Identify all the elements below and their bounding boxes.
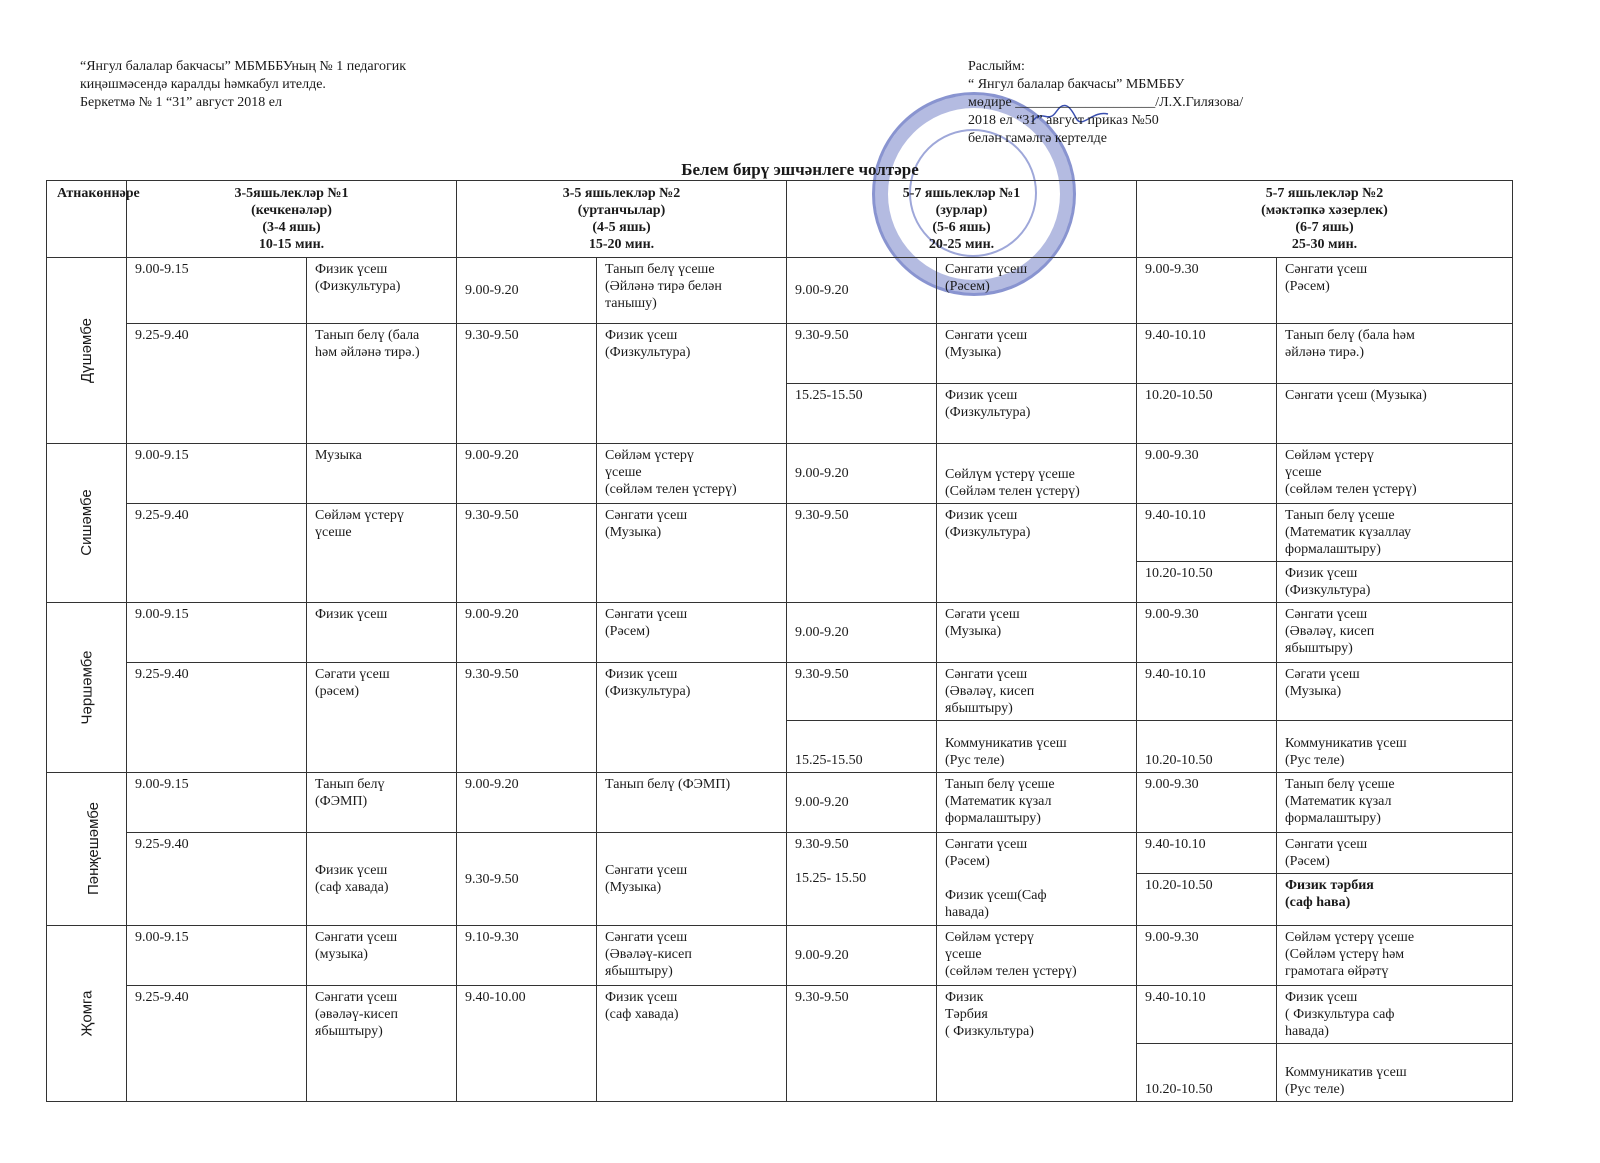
activity-cell: Сәгати үсеш (Музыка) bbox=[1277, 663, 1513, 721]
table-row bbox=[47, 603, 1513, 663]
schedule-table bbox=[46, 180, 1513, 1102]
activity-cell: Сәнгати үсеш (Рәсем) bbox=[937, 258, 1137, 324]
table-row bbox=[47, 926, 1513, 986]
day-tuesday: Сишәмбе bbox=[47, 444, 127, 603]
activity-cell: Сәнгати үсеш (Музыка) bbox=[597, 504, 787, 603]
time-cell: 9.00-9.20 bbox=[457, 258, 597, 324]
time-cell: 9.40-10.10 bbox=[1137, 986, 1277, 1044]
time-cell: 9.25-9.40 bbox=[127, 833, 307, 926]
time-cell: 9.10-9.30 bbox=[457, 926, 597, 986]
activity-cell: Сөйләм үстерү үсеше (сөйләм телен үстерү) bbox=[1277, 444, 1513, 504]
time-cell: 10.20-10.50 bbox=[1137, 1044, 1277, 1102]
time-cell: 9.00-9.15 bbox=[127, 773, 307, 833]
time-cell: 9.00-9.20 bbox=[787, 773, 937, 833]
activity-cell: Танып белү үсеше (Математик күзал формалаштыру) bbox=[1277, 773, 1513, 833]
table-row bbox=[47, 324, 1513, 384]
time-cell: 9.30-9.50 bbox=[787, 986, 937, 1102]
time-cell: 10.20-10.50 bbox=[1137, 562, 1277, 603]
table-row bbox=[47, 773, 1513, 833]
activity-cell: Физик тәрбия (саф һава) bbox=[1277, 874, 1513, 926]
time-cell: 15.25-15.50 bbox=[787, 721, 937, 773]
activity-cell: Танып белү (бала һәм әйләнә тирә.) bbox=[1277, 324, 1513, 384]
time-cell: 9.00-9.15 bbox=[127, 603, 307, 663]
time-cell: 9.25-9.40 bbox=[127, 504, 307, 603]
activity-cell: Танып белү үсеше (Әйләнә тирә белән танышу) bbox=[597, 258, 787, 324]
time-cell: 9.00-9.20 bbox=[787, 258, 937, 324]
time-cell: 10.20-10.50 bbox=[1137, 721, 1277, 773]
activity-cell: Сөйләм үстерү үсеше bbox=[307, 504, 457, 603]
activity-cell: Танып белү үсеше (Математик күзал формалаштыру) bbox=[937, 773, 1137, 833]
activity-cell: Сәнгати үсеш (Музыка) bbox=[597, 833, 787, 926]
time-cell: 15.25-15.50 bbox=[787, 384, 937, 444]
activity-item: Физик үсеш(Саф һавада) bbox=[945, 888, 1047, 920]
activity-item: Сәнгати үсеш (Рәсем) bbox=[945, 837, 1028, 869]
time-cell: 9.40-10.10 bbox=[1137, 504, 1277, 562]
activity-cell: Сәнгати үсеш (Әвәләү-кисеп ябыштыру) bbox=[597, 926, 787, 986]
page-title: Белем бирү эшчәнлеге чолтәре bbox=[681, 160, 919, 179]
time-cell: 9.25-9.40 bbox=[127, 986, 307, 1102]
day-monday: Дүшәмбе bbox=[47, 258, 127, 444]
activity-cell: Физик үсеш (саф хавада) bbox=[307, 833, 457, 926]
activity-cell: Сәгати үсеш (Музыка) bbox=[937, 603, 1137, 663]
time-cell: 10.20-10.50 bbox=[1137, 874, 1277, 926]
time-cell: 9.00-9.20 bbox=[787, 444, 937, 504]
activity-cell: Физик үсеш (Физкультура) bbox=[937, 504, 1137, 603]
col-header-group-1: 3-5яшьлекләр №1 (кечкенәләр) (3-4 яшь) 10-15 мин. bbox=[127, 181, 457, 258]
activity-cell: Физик үсеш (Физкультура) bbox=[307, 258, 457, 324]
time-slot: 9.30-9.50 bbox=[795, 837, 849, 852]
time-cell: 9.00-9.20 bbox=[457, 603, 597, 663]
activity-cell: Коммуникатив үсеш (Рус теле) bbox=[1277, 1044, 1513, 1102]
activity-cell: Танып белү (ФЭМП) bbox=[597, 773, 787, 833]
time-cell: 9.30-9.50 bbox=[787, 504, 937, 603]
activity-cell: Музыка bbox=[307, 444, 457, 504]
day-thursday: Пәнҗешәмбе bbox=[47, 773, 127, 926]
activity-cell: Физик үсеш (саф хавада) bbox=[597, 986, 787, 1102]
time-cell: 9.30-9.50 bbox=[787, 663, 937, 721]
col-header-group-3: 5-7 яшьлекләр №1 (зурлар) (5-6 яшь) 20-25 мин. bbox=[787, 181, 1137, 258]
table-row bbox=[47, 833, 1513, 874]
activity-cell: Физик үсеш (Физкультура) bbox=[597, 324, 787, 444]
time-cell: 9.40-10.10 bbox=[1137, 833, 1277, 874]
activity-cell: Сәнгати үсеш (Музыка) bbox=[937, 324, 1137, 384]
activity-cell: Танып белү (бала һәм әйләнә тирә.) bbox=[307, 324, 457, 444]
time-cell: 9.00-9.15 bbox=[127, 926, 307, 986]
activity-cell bbox=[937, 833, 1137, 926]
activity-cell: Танып белү үсеше (Математик күзаллау формалаштыру) bbox=[1277, 504, 1513, 562]
activity-cell: Физик үсеш ( Физкультура саф һавада) bbox=[1277, 986, 1513, 1044]
time-cell: 9.00-9.30 bbox=[1137, 603, 1277, 663]
time-cell: 9.30-9.50 bbox=[457, 833, 597, 926]
activity-cell: Сәнгати үсеш (Әвәләү, кисеп ябыштыру) bbox=[1277, 603, 1513, 663]
header-right-line-5: белән гамәлгә кертелде bbox=[968, 131, 1107, 146]
header-left-line-3: Беркетмә № 1 “31” август 2018 ел bbox=[80, 95, 282, 110]
col-header-group-4: 5-7 яшьлекләр №2 (мәктәпкә хәзерлек) (6-7 яшь) 25-30 мин. bbox=[1137, 181, 1513, 258]
time-cell: 9.00-9.30 bbox=[1137, 773, 1277, 833]
activity-cell: Сәнгати үсеш (әвәләү-кисеп ябыштыру) bbox=[307, 986, 457, 1102]
time-cell: 9.00-9.20 bbox=[787, 603, 937, 663]
time-cell bbox=[787, 833, 937, 926]
activity-cell: Сәнгати үсеш (Әвәләү, кисеп ябыштыру) bbox=[937, 663, 1137, 721]
time-cell: 9.30-9.50 bbox=[457, 663, 597, 773]
time-cell: 9.00-9.30 bbox=[1137, 444, 1277, 504]
time-cell: 9.00-9.30 bbox=[1137, 926, 1277, 986]
activity-cell: Сәнгати үсеш (Рәсем) bbox=[1277, 258, 1513, 324]
activity-cell: Сәнгати үсеш (Рәсем) bbox=[597, 603, 787, 663]
time-cell: 9.30-9.50 bbox=[457, 324, 597, 444]
time-cell: 9.00-9.20 bbox=[457, 444, 597, 504]
col-header-group-2: 3-5 яшьлекләр №2 (уртанчылар) (4-5 яшь) 15-20 мин. bbox=[457, 181, 787, 258]
table-row bbox=[47, 663, 1513, 721]
activity-cell: Физик үсеш (Физкультура) bbox=[937, 384, 1137, 444]
time-cell: 9.30-9.50 bbox=[787, 324, 937, 384]
activity-cell: Сәнгати үсеш (Музыка) bbox=[1277, 384, 1513, 444]
activity-cell: Сөйлүм үстерү үсеше (Сөйләм телен үстерү) bbox=[937, 444, 1137, 504]
header-right-line-4: 2018 ел “31” август приказ №50 bbox=[968, 113, 1159, 128]
time-cell: 9.40-10.10 bbox=[1137, 663, 1277, 721]
activity-cell: Сәнгати үсеш (музыка) bbox=[307, 926, 457, 986]
time-cell: 9.00-9.15 bbox=[127, 444, 307, 504]
activity-cell: Сәгати үсеш (рәсем) bbox=[307, 663, 457, 773]
time-cell: 9.25-9.40 bbox=[127, 663, 307, 773]
time-cell: 9.30-9.50 bbox=[457, 504, 597, 603]
header-right-line-3: мөдире ____________________/Л.Х.Гилязова/ bbox=[968, 95, 1244, 110]
time-cell: 9.25-9.40 bbox=[127, 324, 307, 444]
header-left-line-2: киңәшмәсендә каралды һәмкабул ителде. bbox=[80, 77, 326, 92]
activity-cell: Сөйләм үстерү үсеше (сөйләм телен үстерү) bbox=[597, 444, 787, 504]
header-left-line-1: “Янгул балалар бакчасы” МБМББУның № 1 педагогик bbox=[80, 59, 407, 74]
activity-cell: Танып белү (ФЭМП) bbox=[307, 773, 457, 833]
activity-cell: Коммуникатив үсеш (Рус теле) bbox=[1277, 721, 1513, 773]
time-cell: 9.40-10.00 bbox=[457, 986, 597, 1102]
table-row bbox=[47, 986, 1513, 1044]
time-cell: 9.00-9.15 bbox=[127, 258, 307, 324]
table-row bbox=[47, 258, 1513, 324]
approval-note-right bbox=[968, 58, 1243, 148]
activity-cell: Коммуникатив үсеш (Рус теле) bbox=[937, 721, 1137, 773]
time-cell: 9.40-10.10 bbox=[1137, 324, 1277, 384]
time-slot: 15.25- 15.50 bbox=[795, 871, 867, 886]
activity-cell: Сәнгати үсеш (Рәсем) bbox=[1277, 833, 1513, 874]
activity-cell: Физик үсеш (Физкультура) bbox=[1277, 562, 1513, 603]
table-row bbox=[47, 444, 1513, 504]
header-right-line-2: “ Янгул балалар бакчасы” МБМББУ bbox=[968, 77, 1185, 92]
day-friday: Җомга bbox=[47, 926, 127, 1102]
day-wednesday: Чәршәмбе bbox=[47, 603, 127, 773]
activity-cell: Сөйләм үстерү үсеше (сөйләм телен үстерү) bbox=[937, 926, 1137, 986]
activity-cell: Физик үсеш (Физкультура) bbox=[597, 663, 787, 773]
time-cell: 9.00-9.30 bbox=[1137, 258, 1277, 324]
col-header-days: Атнакөннәре bbox=[47, 181, 127, 258]
header-right-line-1: Раслыйм: bbox=[968, 59, 1025, 74]
activity-cell: Физик Тәрбия ( Физкультура) bbox=[937, 986, 1137, 1102]
table-row bbox=[47, 504, 1513, 562]
activity-cell: Физик үсеш bbox=[307, 603, 457, 663]
time-cell: 9.00-9.20 bbox=[787, 926, 937, 986]
approval-note-left bbox=[80, 58, 406, 112]
time-cell: 10.20-10.50 bbox=[1137, 384, 1277, 444]
table-header-row bbox=[47, 181, 1513, 258]
activity-cell: Сөйләм үстерү үсеше (Сөйләм үстерү һәм грамотага өйрәтү bbox=[1277, 926, 1513, 986]
time-cell: 9.00-9.20 bbox=[457, 773, 597, 833]
